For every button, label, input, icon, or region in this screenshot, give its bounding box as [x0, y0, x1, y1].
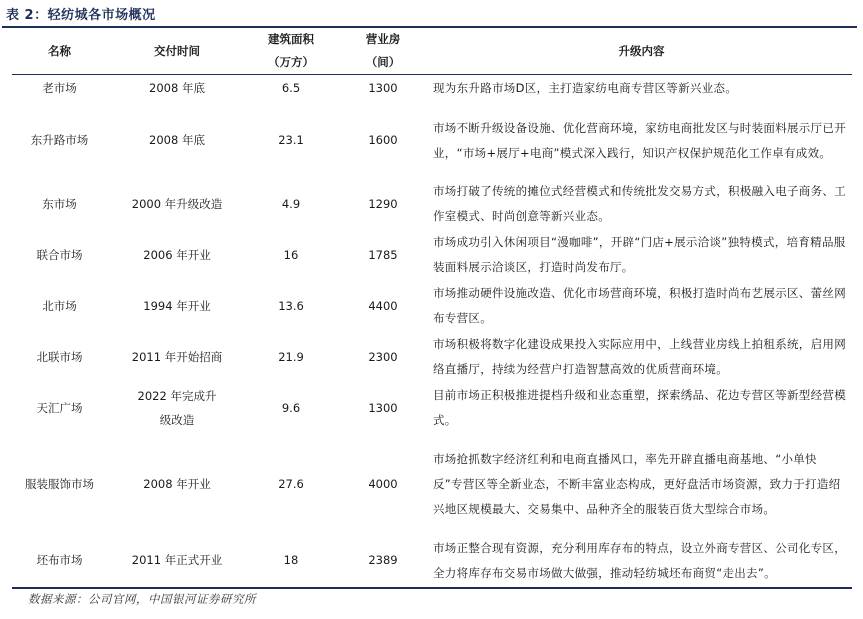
cell-time: 2000 年升级改造	[131, 196, 223, 211]
cell-time: 2006 年开业	[143, 247, 211, 262]
cell-area: 18	[247, 535, 335, 588]
cell-content: 目前市场正积极推进提档升级和业态重塑，探索绣品、花边专营区等新型经营模式。	[433, 388, 846, 427]
cell-area: 9.6	[281, 400, 301, 415]
cell-time: 2011 年开始招商	[131, 349, 223, 364]
cell-time: 2008 年底	[149, 81, 205, 96]
cell-time: 2011 年正式开业	[107, 535, 247, 588]
cell-rooms: 2389	[335, 535, 431, 588]
cell-content: 现为东升路市场D区，主打造家纺电商专营区等新兴业态。	[433, 81, 738, 96]
header-area: 建筑面积 （万方）	[247, 28, 335, 75]
header-name: 名称	[12, 28, 107, 75]
cell-area: 6.5	[281, 81, 301, 96]
table-row	[12, 332, 852, 383]
header-rooms: 营业房 （间）	[335, 28, 431, 75]
header-row	[12, 28, 852, 75]
table-row	[12, 230, 852, 281]
cell-time: 2008 年开业	[143, 476, 211, 491]
table-row	[12, 535, 852, 588]
cell-time: 2008 年底	[149, 133, 205, 147]
cell-content: 市场成功引入休闲项目“漫咖啡”，开辟“门店+展示洽谈”独特模式，培育精品服装面料展示洽谈区，打造时尚发布厅。	[433, 235, 846, 274]
cell-rooms: 1290	[368, 196, 398, 211]
cell-content: 市场积极将数字化建设成果投入实际应用中，上线营业房线上拍租系统，启用网络直播厅，持续为经营户打造智慧高效的优质营商环境。	[433, 337, 846, 376]
cell-area: 27.6	[278, 476, 304, 491]
table-row	[12, 383, 852, 434]
table-title: 表 2：轻纺城各市场概况	[6, 8, 156, 23]
cell-name: 北市场	[42, 298, 77, 313]
table-row	[12, 434, 852, 535]
cell-time: 2022 年完成升级改造	[137, 389, 217, 427]
cell-content: 市场不断升级设备设施、优化营商环境，家纺电商批发区与时装面料展示厅已开业，“市场+展厅+电商”模式深入践行，知识产权保护规范化工作卓有成效。	[433, 120, 846, 160]
cell-rooms: 1300	[368, 81, 398, 96]
cell-area: 13.6	[278, 298, 304, 313]
cell-name: 联合市场	[36, 247, 83, 262]
header-upgrade: 升级内容	[431, 28, 852, 75]
cell-name: 服装服饰市场	[25, 476, 94, 491]
table-row	[12, 179, 852, 230]
cell-time: 1994 年开业	[143, 298, 211, 313]
cell-name: 东升路市场	[30, 133, 89, 147]
cell-name: 老市场	[42, 81, 77, 96]
table-row	[12, 281, 852, 332]
cell-rooms: 2300	[368, 349, 398, 364]
cell-content: 市场打破了传统的摊位式经营模式和传统批发交易方式，积极融入电子商务、工作室模式、时尚创意等新兴业态。	[433, 184, 846, 223]
cell-rooms: 1300	[368, 400, 398, 415]
data-source-note: 数据来源：公司官网，中国银河证券研究所	[28, 592, 256, 606]
cell-content: 市场推动硬件设施改造、优化市场营商环境，积极打造时尚布艺展示区、蕾丝网布专营区。	[433, 286, 846, 325]
table-row	[12, 75, 852, 103]
cell-name: 北联市场	[36, 349, 83, 364]
cell-name: 坯布市场	[12, 535, 107, 588]
cell-name: 东市场	[42, 196, 77, 211]
market-overview-table	[12, 28, 852, 589]
cell-rooms: 4400	[368, 298, 398, 313]
header-delivery-time: 交付时间	[107, 28, 247, 75]
cell-area: 23.1	[278, 133, 304, 147]
cell-rooms: 1785	[368, 247, 398, 262]
cell-area: 21.9	[278, 349, 304, 364]
cell-content: 市场正整合现有资源，充分利用库存布的特点，设立外商专营区、公司化专区，全力将库存布交易市场做大做强，推动轻纺城坯布商贸“走出去”。	[431, 535, 852, 588]
cell-rooms: 1600	[368, 133, 398, 147]
cell-area: 16	[283, 247, 299, 262]
cell-content: 市场抢抓数字经济红利和电商直播风口，率先开辟直播电商基地、“小单快反”专营区等全新业态，不断丰富业态构成，更好盘活市场资源，致力于打造绍兴地区规模最大、交易集中、品种齐全的服装百货大型综合市场。	[433, 451, 841, 516]
table-row	[12, 103, 852, 179]
cell-name: 天汇广场	[36, 400, 83, 415]
cell-rooms: 4000	[368, 476, 398, 491]
cell-area: 4.9	[281, 196, 301, 211]
